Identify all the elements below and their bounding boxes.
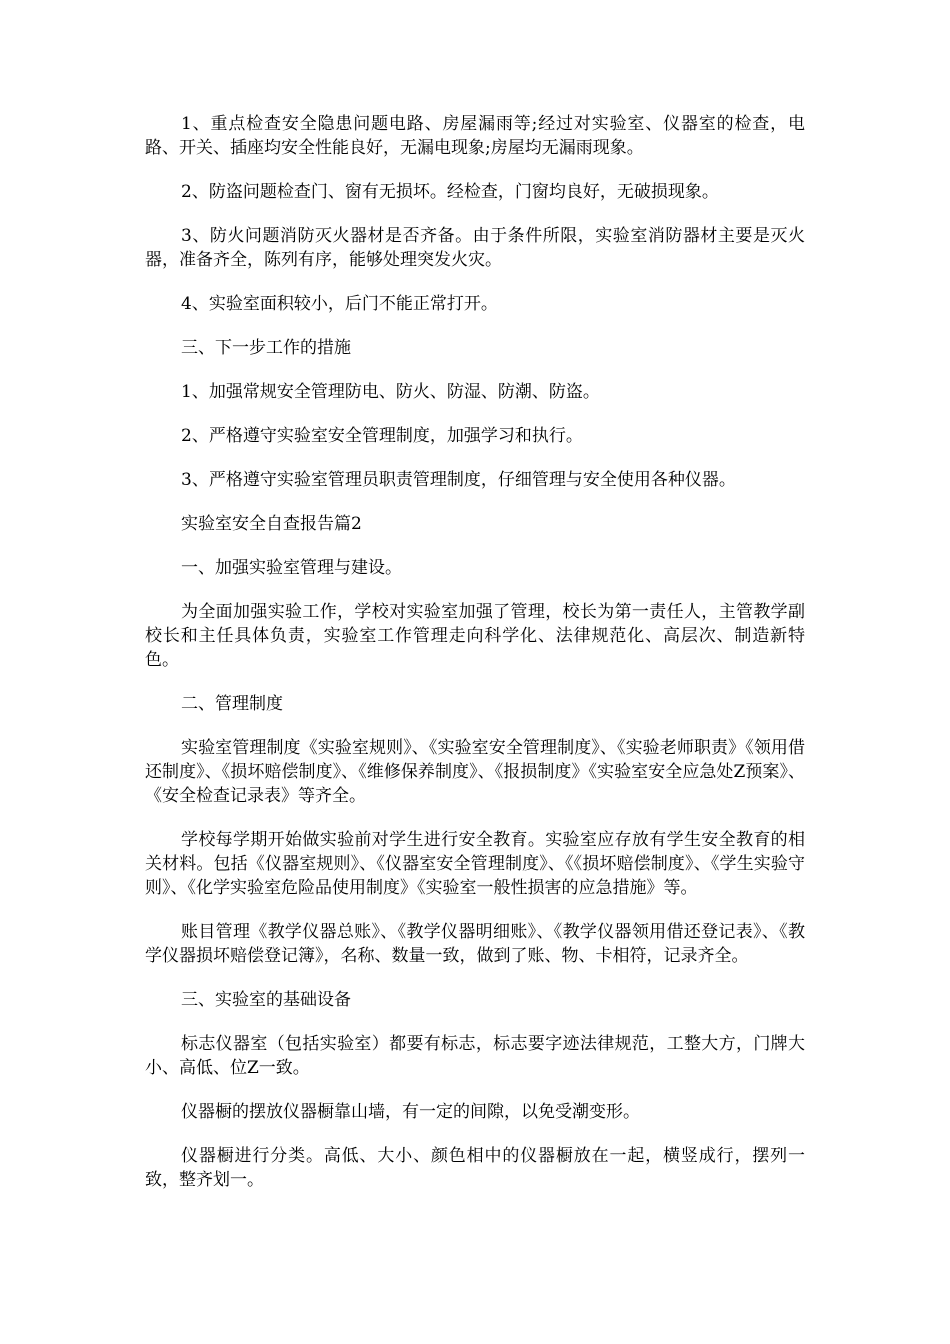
paragraph-cabinet-placement: 仪器橱的摆放仪器橱靠山墙，有一定的间隙，以免受潮变形。 — [181, 1102, 640, 1122]
paragraph-measure-2: 2、严格遵守实验室安全管理制度，加强学习和执行。 — [181, 426, 583, 446]
paragraph-measure-3: 3、严格遵守实验室管理员职责管理制度，仔细管理与安全使用各种仪器。 — [181, 470, 736, 490]
paragraph-cabinet-sorting: 仪器橱进行分类。高低、大小、颜色相中的仪器橱放在一起，横竖成行，摆列一致，整齐划一。 — [145, 1146, 805, 1190]
report-title-part-2: 实验室安全自查报告篇2 — [181, 514, 362, 534]
document-body — [145, 112, 805, 1212]
paragraph-check-theft: 2、防盗问题检查门、窗有无损坏。经检查，门窗均良好，无破损现象。 — [181, 182, 719, 202]
paragraph-rules-list: 实验室管理制度《实验室规则》、《实验室安全管理制度》、《实验老师职责》《领用借还制度》、《损坏赔偿制度》、《维修保养制度》、《报损制度》《实验室安全应急处Z预案》、《安全检查记录表》等齐全。 — [145, 738, 805, 806]
section-heading-facilities: 三、实验室的基础设备 — [181, 990, 351, 1010]
paragraph-check-fire: 3、防火问题消防灭火器材是否齐备。由于条件所限，实验室消防器材主要是灭火器，准备齐全，陈列有序，能够处理突发火灾。 — [145, 226, 805, 270]
section-heading-management: 一、加强实验室管理与建设。 — [181, 558, 402, 578]
section-heading-rules: 二、管理制度 — [181, 694, 283, 714]
paragraph-lab-area: 4、实验室面积较小，后门不能正常打开。 — [181, 294, 498, 314]
paragraph-accounts: 账目管理《教学仪器总账》、《教学仪器明细账》、《教学仪器领用借还登记表》、《教学仪器损坏赔偿登记簿》，名称、数量一致，做到了账、物、卡相符，记录齐全。 — [145, 922, 805, 966]
section-heading-next-steps: 三、下一步工作的措施 — [181, 338, 351, 358]
paragraph-signage: 标志仪器室（包括实验室）都要有标志，标志要字迹法律规范，工整大方，门牌大小、高低、位Z一致。 — [145, 1034, 805, 1078]
paragraph-check-electrical: 1、重点检查安全隐患问题电路、房屋漏雨等;经过对实验室、仪器室的检查，电路、开关、插座均安全性能良好，无漏电现象;房屋均无漏雨现象。 — [145, 114, 805, 158]
paragraph-measure-1: 1、加强常规安全管理防电、防火、防湿、防潮、防盗。 — [181, 382, 600, 402]
paragraph-management-intro: 为全面加强实验工作，学校对实验室加强了管理，校长为第一责任人，主管教学副校长和主任具体负责，实验室工作管理走向科学化、法律规范化、高层次、制造新特色。 — [145, 602, 805, 670]
paragraph-safety-education: 学校每学期开始做实验前对学生进行安全教育。实验室应存放有学生安全教育的相关材料。包括《仪器室规则》、《仪器室安全管理制度》、《《损坏赔偿制度》、《学生实验守则》、《化学实验室危险品使用制度》《实验室一般性损害的应急措施》等。 — [145, 830, 805, 898]
